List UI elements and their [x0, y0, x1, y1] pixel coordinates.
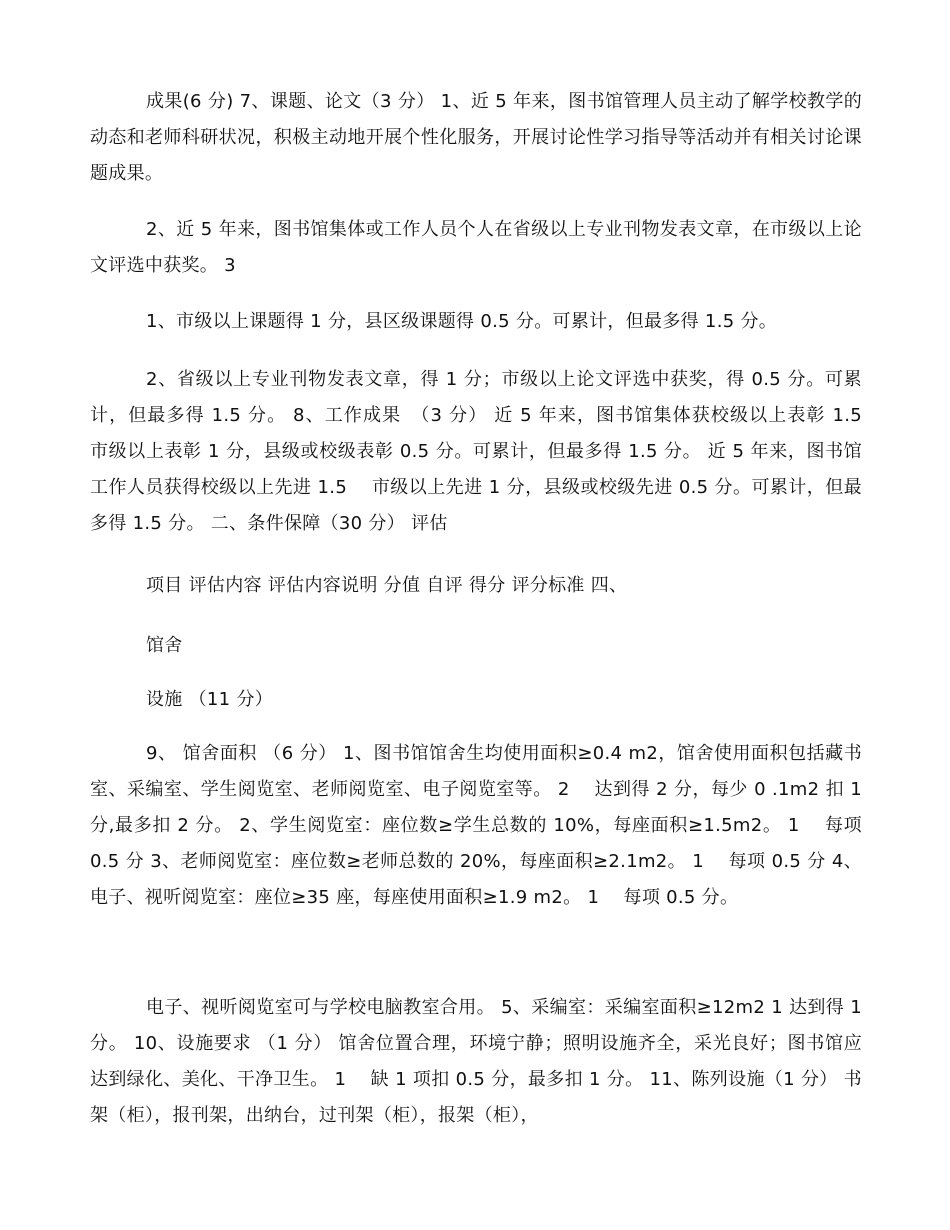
- paragraph-building: 馆舍: [146, 635, 183, 656]
- paragraph-publications: 2、近 5 年来，图书馆集体或工作人员个人在省级以上专业刊物发表文章，在市级以上论文评选中获奖。 3: [90, 219, 862, 276]
- paragraph-topic-scoring: 1、市级以上课题得 1 分，县区级课题得 0.5 分。可累计，但最多得 1.5 分。: [146, 311, 778, 332]
- paragraph-reading-rooms-and-facilities: 电子、视听阅览室可与学校电脑教室合用。 5、采编室：采编室面积≥12m2 1 达到得 1 分。 10、设施要求 （1 分） 馆舍位置合理，环境宁静；照明设施齐全，采光良好；图书馆应达到绿化、美化、干净卫生。 1 缺 1 项扣 0.5 分，最多扣 1 分。 11、陈列设施（1 分） 书架（柜），报刊架，出纳台，过刊架（柜），报架（柜），: [90, 997, 862, 1126]
- paragraph-research-results: 成果(6 分) 7、课题、论文（3 分） 1、近 5 年来，图书馆管理人员主动了解学校教学的动态和老师科研状况，积极主动地开展个性化服务，开展讨论性学习指导等活动并有相关讨论课题成果。: [90, 91, 862, 184]
- paragraph-article-and-work-results: 2、省级以上专业刊物发表文章，得 1 分；市级以上论文评选中获奖，得 0.5 分。可累计，但最多得 1.5 分。 8、工作成果 （3 分） 近 5 年来，图书馆集体获校级以上表彰 1.5 市级以上表彰 1 分，县级或校级表彰 0.5 分。可累计，但最多得 1.5 分。 近 5 年来，图书馆工作人员获得校级以上先进 1.5 市级以上先进 1 分，县级或校级先进 0.5 分。可累计，但最多得 1.5 分。 二、条件保障（30 分） 评估: [90, 369, 887, 534]
- paragraph-table-header: 项目 评估内容 评估内容说明 分值 自评 得分 评分标准 四、: [146, 575, 628, 596]
- paragraph-facilities: 设施 （11 分）: [146, 689, 274, 710]
- paragraph-building-area: 9、 馆舍面积 （6 分） 1、图书馆馆舍生均使用面积≥0.4 m2，馆舍使用面积包括藏书室、采编室、学生阅览室、老师阅览室、电子阅览室等。 2 达到得 2 分，每少 0 .1m2 扣 1 分,最多扣 2 分。 2、学生阅览室：座位数≥学生总数的 10%，每座面积≥1.5m2。 1 每项 0.5 分 3、老师阅览室：座位数≥老师总数的 20%，每座面积≥2.1m2。 1 每项 0.5 分 4、电子、视听阅览室：座位≥35 座，每座使用面积≥1.9 m2。 1 每项 0.5 分。: [90, 743, 862, 908]
